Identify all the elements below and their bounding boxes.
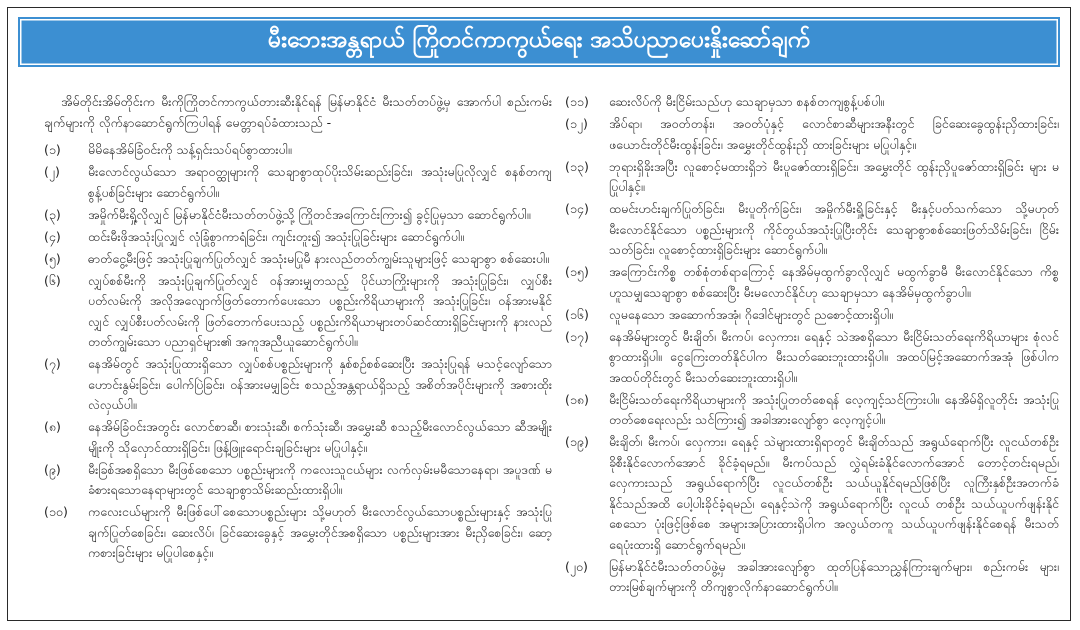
rule-number: (၂၀) bbox=[565, 558, 588, 574]
rule-number: (၁၈) bbox=[565, 391, 589, 407]
rule-number: (၁၉) bbox=[565, 434, 589, 449]
notice-title: မီးဘေးအန္တရာယ် ကြိုတင်ကာကွယ်ရေး အသိပညာပေးနှိုးဆော်ချက် bbox=[267, 27, 811, 53]
rule-number: (၁၂) bbox=[565, 116, 588, 131]
rule-item bbox=[44, 249, 552, 270]
rule-number: (၇) bbox=[44, 356, 61, 371]
rule-number: (၁၅) bbox=[565, 264, 589, 279]
rule-item bbox=[44, 205, 552, 226]
rule-text: အမှိုက်မီးရှို့လိုလျှင် မြန်မာနိုင်ငံမီးသတ်တပ်ဖွဲ့သို့ ကြိုတင်အကြောင်းကြား၍ ခွင့်ပြုမှသာ ဆောင်ရွက်ပါ။ bbox=[88, 206, 531, 222]
rule-text: မိမိနေအိမ်ခြံဝင်းကို သန့်ရှင်းသပ်ရပ်စွာထားပါ။ bbox=[88, 142, 292, 157]
rule-number: (၁) bbox=[44, 142, 61, 157]
rule-item bbox=[44, 417, 552, 458]
rule-item bbox=[44, 502, 552, 564]
rule-item bbox=[565, 157, 1059, 198]
rule-text: လျှပ်စစ်မီးကို အသုံးပြုချက်ပြုတ်လျှင် ဝန်အားမျှတသည့် ပိုင်ယာကြိုးများကို အသုံးပြုခြင်း၊ လျှပ်စီးပတ်လမ်းကို အလိုအလျောက်ဖြတ်တောက်ပေးသော ပစ္စည်းကိရိယာများကို အသုံးပြုခြင်း၊ ဝန်အားမနိုင်လျှင် လျှပ်စီးပတ်လမ်းကို ဖြတ်တောက်ပေးသည့် ပစ္စည်းကိရိယာများတပ်ဆင်ထားရှိခြင်းများကို နားလည်တတ်ကျွမ်းသော ပညာရှင်များ၏ အကူအညီယူဆောင်ရွက်ပါ။ bbox=[88, 272, 552, 349]
rule-item bbox=[565, 557, 1059, 598]
rule-number: (၆) bbox=[44, 272, 61, 288]
rule-number: (၁၆) bbox=[565, 306, 589, 322]
rule-item bbox=[565, 305, 1059, 326]
rule-item bbox=[565, 262, 1059, 303]
rule-text: ဓာတ်ငွေ့မီးဖြင့် အသုံးပြုချက်ပြုတ်လျှင် အသုံးမပြုမီ နားလည်တတ်ကျွမ်းသူများဖြင့် သေချာစွာ စစ်ဆေးပါ။ bbox=[88, 250, 549, 266]
rule-item bbox=[565, 92, 1059, 113]
rule-text: မီးခြစ်အစရှိသော မီးဖြစ်စေသော ပစ္စည်းများကို ကလေးသူငယ်များ လက်လှမ်းမမီသောနေရာ၊ အပူဒဏ် မခံစားရသောနေရာများတွင် သေချာစွာသိမ်းဆည်းထားရှိပါ။ bbox=[88, 461, 552, 497]
rule-item bbox=[565, 432, 1059, 555]
rule-text: မြန်မာနိုင်ငံမီးသတ်တပ်ဖွဲ့မှ အခါအားလျော်စွာ ထုတ်ပြန်သောညွှန်ကြားချက်များ၊ စည်းကမ်း များ၊ တားမြစ်ချက်များကို တိကျစွာလိုက်နာဆောင်ရွက်ပါ။ bbox=[609, 558, 1059, 594]
notice-intro: အိမ်တိုင်းအိမ်တိုင်းက မီးကိုကြိုတင်ကာကွယ်တားဆီးနိုင်ရန် မြန်မာနိုင်ငံ မီးသတ်တပ်ဖွဲ့မှ အောက်ပါ စည်းကမ်းချက်များကို လိုက်နာဆောင်ရွက်ကြပါရန် မေတ္တာရပ်ခံထားသည် - bbox=[44, 94, 552, 130]
rule-number: (၁၁) bbox=[565, 94, 589, 109]
rule-item bbox=[44, 460, 552, 501]
rule-number: (၃) bbox=[44, 206, 61, 222]
rule-text: အကြောင်းကိစ္စ တစ်စုံတစ်ရာကြောင့် နေအိမ်မှထွက်ခွာလိုလျှင် မထွက်ခွာမီ မီးလောင်နိုင်သော ကိစ္စဟူသမျှသေချာစွာ စစ်ဆေးပြီး မီးမလောင်နိုင်ဟု သေချာမှသာ နေအိမ်မှထွက်ခွာပါ။ bbox=[609, 264, 1059, 300]
rule-text: မီးလောင်လွယ်သော အရာဝတ္ထုများကို သေချာစွာထုပ်ပိုးသိမ်းဆည်းခြင်း၊ အသုံးမပြုလိုလျှင် စနစ်တကျ စွန့်ပစ်ခြင်းများ ဆောင်ရွက်ပါ။ bbox=[88, 164, 552, 200]
rule-item bbox=[44, 271, 552, 353]
rule-text: အိပ်ရာ၊ အဝတ်တန်း၊ အဝတ်ပုံနှင့် လောင်စာဆီများအနီးတွင် ခြင်ဆေးခွေထွန်းညှိထားခြင်း၊ ဖယောင်းတိုင်မီးထွန်းခြင်း၊ အမွှေးတိုင်ထွန်းညှိ ထားခြင်းများ မပြုပါနှင့်။ bbox=[609, 116, 1059, 152]
rule-text: မီးချိတ်၊ မီးကပ်၊ လှေကား၊ ရေနှင့် သဲများထားရှိရာတွင် မီးချိတ်သည် အရွယ်ရောက်ပြီး လူငယ်တစ်ဦး ခိုစီးနိုင်လောက်အောင် ခိုင်ခံ့ရမည်။ မီးကပ်သည် လွှဲရမ်းခံနိုင်လောက်အောင် တောင့်တင်းရမည်၊ လှေကားသည် အရွယ်ရောက်ပြီး လူငယ်တစ်ဦး သယ်ယူနိုင်ရမည်ဖြစ်ပြီး လူကြီးနှစ်ဦးအတက်ခံနိုင်သည်အထိ ပေါ့ပါးခိုင်ခံ့ရမည်၊ ရေနှင့်သဲကို အရွယ်ရောက်ပြီး လူငယ် တစ်ဦး သယ်ယူပက်ဖျန်းနိုင်စေသော ပုံးဖြင့်ဖြစ်စေ အများအပြားထားရှိပါက အလွယ်တကူ သယ်ယူပက်ဖျန်းနိုင်စေရန် မီးသတ်ရေပုံးထားရှိ ဆောင်ရွက်ရမည်။ bbox=[609, 434, 1059, 552]
notice-frame bbox=[7, 7, 1071, 621]
rule-number: (၁၀) bbox=[44, 504, 68, 519]
rule-number: (၁၄) bbox=[565, 201, 589, 216]
rule-item bbox=[565, 114, 1059, 155]
rule-text: နေအိမ်များတွင် မီးချိတ်၊ မီးကပ်၊ လှေကား၊ ရေနှင့် သဲအစရှိသော မီးငြိမ်းသတ်ရေးကိရိယာများ စုံလင်စွာထားရှိပါ။ ငွေကြေးတတ်နိုင်ပါက မီးသတ်ဆေးဘူးထားရှိပါ။ အထပ်မြင့်အဆောက်အအုံ ဖြစ်ပါက အထပ်တိုင်းတွင် မီးသတ်ဆေးဘူးထားရှိပါ။ bbox=[609, 328, 1059, 385]
rule-number: (၅) bbox=[44, 250, 61, 266]
rule-number: (၈) bbox=[44, 419, 61, 434]
rule-number: (၁၇) bbox=[565, 328, 589, 344]
rule-item bbox=[44, 227, 552, 248]
rule-text: ထင်းမီးဖိုအသုံးပြုလျှင် လုံခြုံစွာကာရံခြင်း၊ ကျင်းတူး၍ အသုံးပြုခြင်းများ ဆောင်ရွက်ပါ။ bbox=[88, 228, 464, 244]
rule-number: (၄) bbox=[44, 228, 61, 244]
rule-number: (၁၃) bbox=[565, 158, 589, 174]
rule-text: နေအိမ်တွင် အသုံးပြုထားရှိသော လျှပ်စစ်ပစ္စည်းများကို နှစ်စဉ်စစ်ဆေးပြီး အသုံးပြုရန် မသင့်လျော်သော ဟောင်းနွမ်းခြင်း၊ ပေါက်ပြဲခြင်း၊ ဝန်အားမမျှခြင်း စသည့်အန္တရာယ်ရှိသည့် အစိတ်အပိုင်းများကို အစားထိုးလဲလှယ်ပါ။ bbox=[88, 356, 552, 412]
rule-item bbox=[44, 162, 552, 203]
left-column bbox=[44, 92, 552, 616]
rule-text: ဘုရားရှိခိုးအပြီး လူစောင့်မထားရှိဘဲ မီးပူဇော်ထားရှိခြင်း၊ အမွှေးတိုင် ထွန်းညှိပူဇော်ထားရှိခြင်း များ မပြုပါနှင့်။ bbox=[609, 158, 1059, 194]
rule-item bbox=[565, 390, 1059, 431]
rule-item bbox=[44, 140, 552, 161]
rule-item bbox=[565, 199, 1059, 261]
rule-number: (၉) bbox=[44, 461, 61, 477]
title-banner bbox=[18, 17, 1060, 67]
rule-text: ထမင်းဟင်းချက်ပြုတ်ခြင်း၊ မီးပူတိုက်ခြင်း၊ အမှိုက်မီးရှို့ခြင်းနှင့် မီးနှင့်ပတ်သက်သော သို့မဟုတ် မီးလောင်နိုင်သော ပစ္စည်းများကို ကိုင်တွယ်အသုံးပြုပြီးတိုင်း သေချာစွာစစ်ဆေးဖြတ်သိမ်းခြင်း၊ ငြိမ်းသတ်ခြင်း၊ လူစောင့်ထားရှိခြင်းများ ဆောင်ရွက်ပါ။ bbox=[609, 201, 1059, 257]
right-column bbox=[565, 92, 1059, 616]
rule-item bbox=[565, 327, 1059, 389]
rule-number: (၂) bbox=[44, 164, 60, 179]
rule-text: ကလေးငယ်များကို မီးဖြစ်ပေါ်စေသောပစ္စည်းများ သို့မဟုတ် မီးလောင်လွယ်သောပစ္စည်းများနှင့် အသုံးပြု ချက်ပြုတ်စေခြင်း၊ ဆေးလိပ်၊ ခြင်ဆေးခွေနှင့် အမွှေးတိုင်အစရှိသော ပစ္စည်းများအား မီးညှိစေခြင်း၊ ဆော့ကစားခြင်းများ မပြုပါစေနှင့်။ bbox=[88, 504, 552, 560]
rule-text: မီးငြိမ်းသတ်ရေးကိရိယာများကို အသုံးပြုတတ်စေရန် လေ့ကျင့်သင်ကြားပါ။ နေအိမ်ရှိလူတိုင်း အသုံးပြုတတ်စေရေးလည်း သင်ကြား၍ အခါအားလျော်စွာ လေ့ကျင့်ပါ။ bbox=[609, 391, 1059, 427]
rule-text: ဆေးလိပ်ကို မီးငြိမ်းသည်ဟု သေချာမှသာ စနစ်တကျစွန့်ပစ်ပါ။ bbox=[609, 94, 885, 109]
rule-text: နေအိမ်ခြံဝင်းအတွင်း လောင်စာဆီ၊ စားသုံးဆီ၊ စက်သုံးဆီ၊ အမွှေးဆီ စသည့်မီးလောင်လွယ်သော ဆီအမျိုးမျိုးကို သိုလှောင်ထားရှိခြင်း၊ ဖြန့်ဖြူးရောင်းချခြင်းများ မပြုပါနှင့်။ bbox=[88, 419, 552, 455]
rule-item bbox=[44, 354, 552, 416]
rule-text: လူမနေသော အဆောက်အအုံ၊ ဂိုဒေါင်များတွင် ညစောင့်ထားရှိပါ။ bbox=[609, 306, 893, 322]
